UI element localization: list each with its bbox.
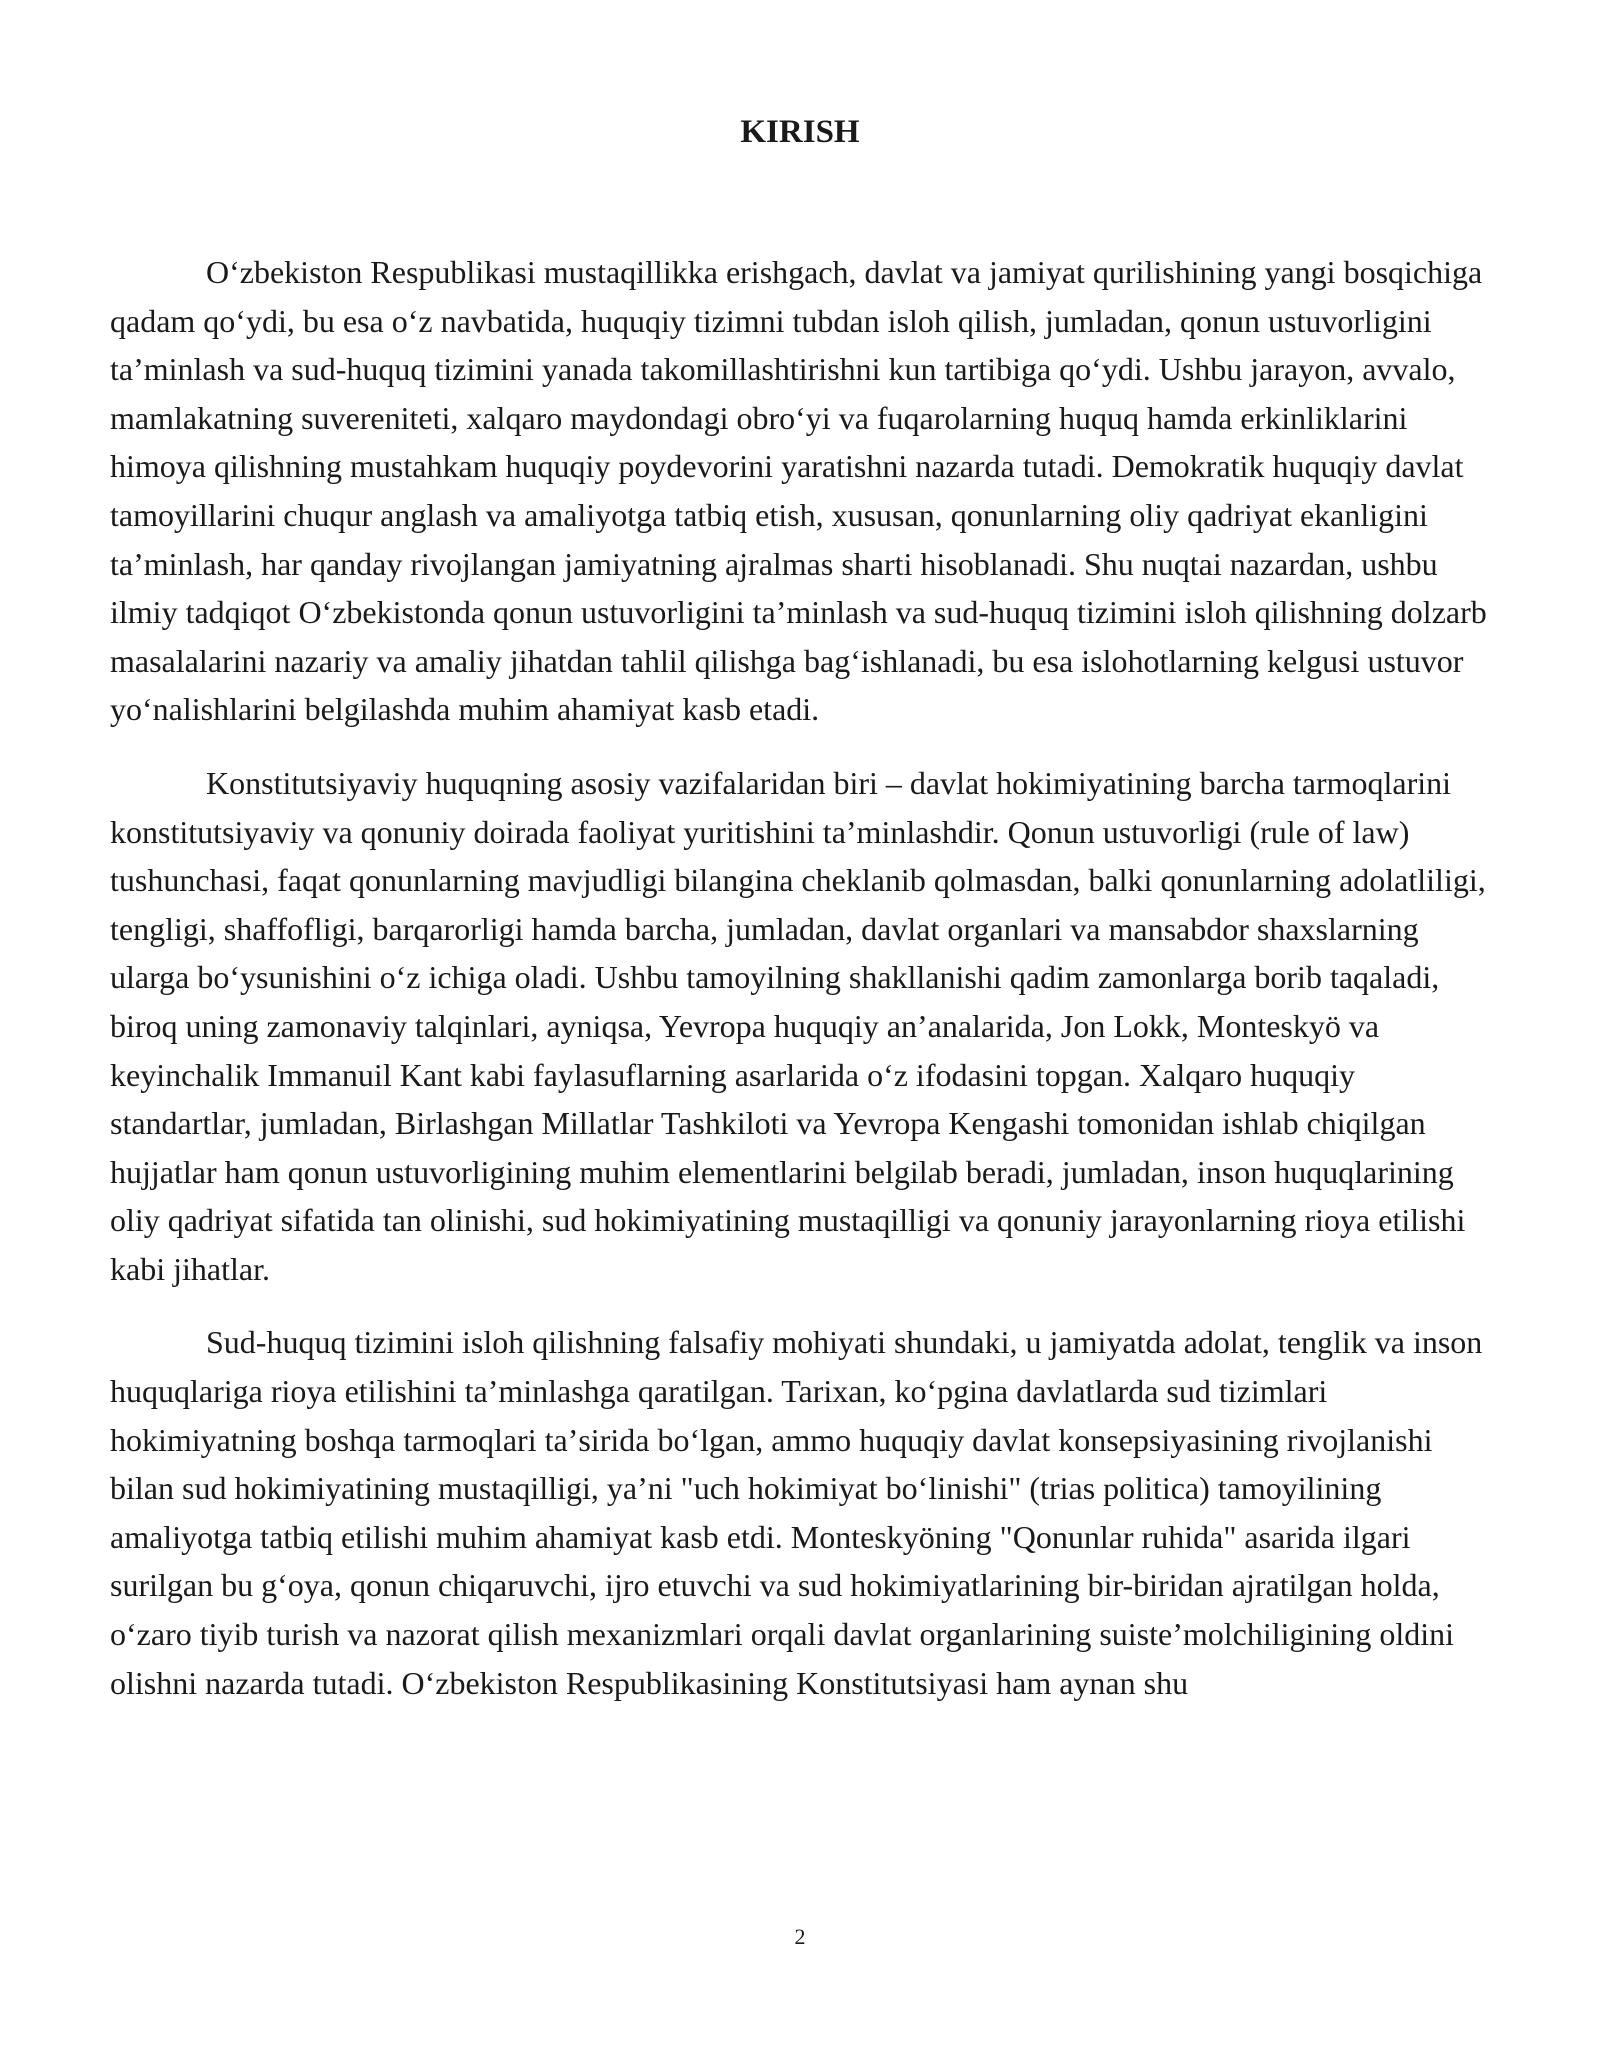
paragraph-2: Konstitutsiyaviy huquqning asosiy vazifalaridan biri – davlat hokimiyatining barcha tarmoqlarini konstitutsiyaviy va qonuniy doirada faoliyat yuritishini taʼminlashdir. Qonun ustuvorligi (rule of law) tushunchasi, faqat qonunlarning mavjudligi bilangina cheklanib qolmasdan, balki qonunlarning adolatliligi, tengligi, shaffofligi, barqarorligi hamda barcha, jumladan, davlat organlari va mansabdor shaxslarning ularga boʻysunishini oʻz ichiga oladi. Ushbu tamoyilning shakllanishi qadim zamonlarga borib taqaladi, biroq uning zamonaviy talqinlari, ayniqsa, Yevropa huquqiy anʼanalarida, Jon Lokk, Monteskyö va keyinchalik Immanuil Kant kabi faylasuflarning asarlarida oʻz ifodasini topgan. Xalqaro huquqiy standartlar, jumladan, Birlashgan Millatlar Tashkiloti va Yevropa Kengashi tomonidan ishlab chiqilgan hujjatlar ham qonun ustuvorligining muhim elementlarini belgilab beradi, jumladan, inson huquqlarining oliy qadriyat sifatida tan olinishi, sud hokimiyatining mustaqilligi va qonuniy jarayonlarning rioya etilishi kabi jihatlar. [110,764,1486,1287]
body-text [110,248,1490,1732]
paragraph-3: Sud-huquq tizimini isloh qilishning falsafiy mohiyati shundaki, u jamiyatda adolat, tenglik va inson huquqlariga rioya etilishini taʼminlashga qaratilgan. Tarixan, koʻpgina davlatlarda sud tizimlari hokimiyatning boshqa tarmoqlari taʼsirida boʻlgan, ammo huquqiy davlat konsepsiyasining rivojlanishi bilan sud hokimiyatining mustaqilligi, yaʼni "uch hokimiyat boʻlinishi" (trias politica) tamoyilining amaliyotga tatbiq etilishi muhim ahamiyat kasb etdi. Monteskyöning "Qonunlar ruhida" asarida ilgari surilgan bu gʻoya, qonun chiqaruvchi, ijro etuvchi va sud hokimiyatlarining bir-biridan ajratilgan holda, oʻzaro tiyib turish va nazorat qilish mexanizmlari orqali davlat organlarining suisteʼmolchiligining oldini olishni nazarda tutadi. Oʻzbekiston Respublikasining Konstitutsiyasi ham aynan shu [110,1324,1483,1701]
page-number: 2 [794,1924,806,1949]
paragraph-1: Oʻzbekiston Respublikasi mustaqillikka erishgach, davlat va jamiyat qurilishining yangi bosqichiga qadam qoʻydi, bu esa oʻz navbatida, huquqiy tizimni tubdan isloh qilish, jumladan, qonun ustuvorligini taʼminlash va sud-huquq tizimini yanada takomillashtirishni kun tartibiga qoʻydi. Ushbu jarayon, avvalo, mamlakatning suvereniteti, xalqaro maydondagi obroʻyi va fuqarolarning huquq hamda erkinliklarini himoya qilishning mustahkam huquqiy poydevorini yaratishni nazarda tutadi. Demokratik huquqiy davlat tamoyillarini chuqur anglash va amaliyotga tatbiq etish, xususan, qonunlarning oliy qadriyat ekanligini taʼminlash, har qanday rivojlangan jamiyatning ajralmas sharti hisoblanadi. Shu nuqtai nazardan, ushbu ilmiy tadqiqot Oʻzbekistonda qonun ustuvorligini taʼminlash va sud-huquq tizimini isloh qilishning dolzarb masalalarini nazariy va amaliy jihatdan tahlil qilishga bagʻishlanadi, bu esa islohotlarning kelgusi ustuvor yoʻnalishlarini belgilashda muhim ahamiyat kasb etadi. [110,254,1487,728]
page-title: KIRISH [740,114,860,150]
